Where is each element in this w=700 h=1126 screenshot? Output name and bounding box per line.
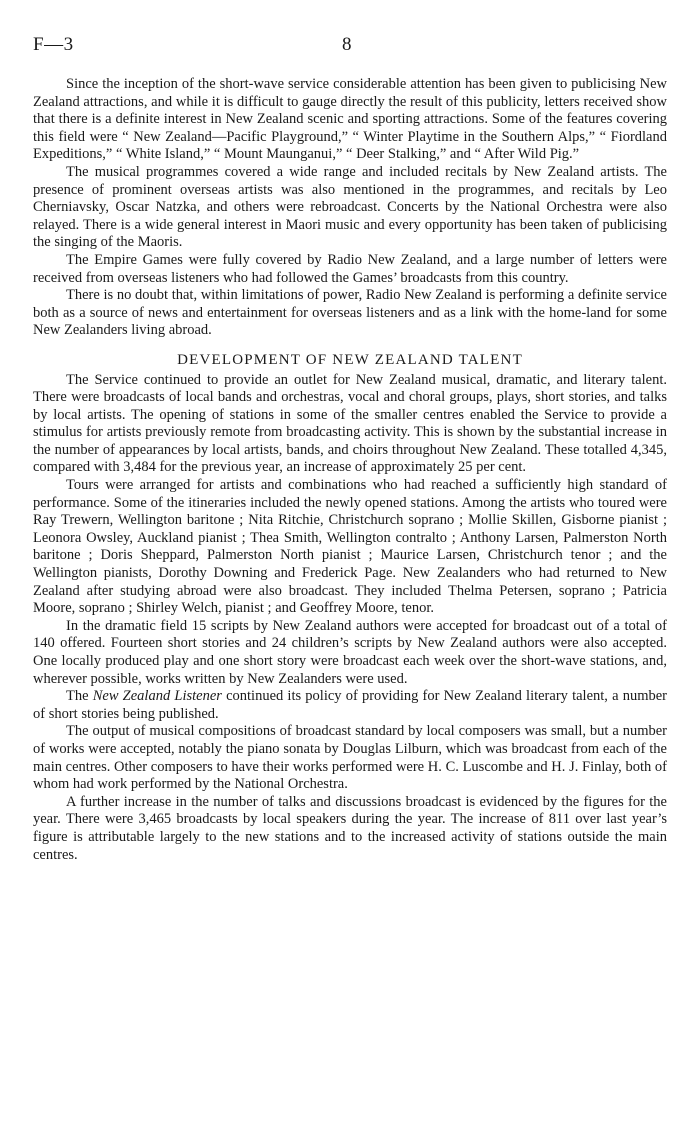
paragraph-compositions: The output of musical compositions of broadcast standard by local composers was small, but a number of works were accepted, notably the piano sonata by Douglas Lilburn, which was broadcast from each of the main centres. Other composers to have their works performed were H. C. Luscombe and H. J. Finlay, both of whom had work performed by the National Orchestra.	[33, 723, 667, 793]
paragraph-talent-outlet: The Service continued to provide an outlet for New Zealand musical, dramatic, and literary talent. There were broadcasts of local bands and orchestras, vocal and choral groups, plays, short stories, and talks by local artists. The opening of stations in some of the smaller centres enabled the Service to provide a stimulus for artists previously remote from broadcasting activity. This is shown by the substantial increase in the number of appearances by local artists, bands, and choirs throughout New Zealand. These totalled 4,345, compared with 3,484 for the previous year, an increase of approximately 25 per cent.	[33, 371, 667, 476]
paragraph-listener	[33, 688, 667, 723]
paragraph-publicity: Since the inception of the short-wave service considerable attention has been given to publicising New Zealand attractions, and while it is difficult to gauge directly the result of this publicity, letters received show that there is a definite interest in New Zealand scenic and sporting attractions. Some of the features covering this field were “ New Zealand—Pacific Playground,” “ Winter Playtime in the Southern Alps,” “ Fiordland Expeditions,” “ White Island,” “ Mount Maunganui,” “ Deer Stalking,” and “ After Wild Pig.”	[33, 76, 667, 163]
paragraph-empire-games: The Empire Games were fully covered by Radio New Zealand, and a large number of letters were received from overseas listeners who had followed the Games’ broadcasts from this country.	[33, 251, 667, 286]
page-number: 8	[342, 34, 352, 55]
page-reference: F—3	[33, 34, 74, 55]
paragraph-tours: Tours were arranged for artists and combinations who had reached a sufficiently high standard of performance. Some of the itineraries included the newly opened stations. Among the artists who toured were Ray Trewern, Wellington baritone ; Nita Ritchie, Christchurch soprano ; Mollie Skillen, Gisborne pianist ; Leonora Owsley, Auckland pianist ; Thea Smith, Wellington contralto ; Anthony Larsen, Palmerston North baritone ; Doris Sheppard, Palmerston North pianist ; Maurice Larsen, Christchurch tenor ; and the Wellington pianists, Dorothy Downing and Frederick Page. New Zealanders who had returned to New Zealand after studying abroad were also broadcast. They included Thelma Petersen, soprano ; Patricia Moore, soprano ; Shirley Welch, pianist ; and Geoffrey Moore, tenor.	[33, 477, 667, 617]
paragraph-service-value: There is no doubt that, within limitations of power, Radio New Zealand is performing a definite service both as a source of news and entertainment for overseas listeners and as a link with the home-land for some New Zealanders living abroad.	[33, 287, 667, 339]
listener-text-before: The	[66, 688, 93, 705]
section-heading: DEVELOPMENT OF NEW ZEALAND TALENT	[177, 351, 523, 368]
paragraph-dramatic-field: In the dramatic field 15 scripts by New Zealand authors were accepted for broadcast out of a total of 140 offered. Fourteen short stories and 24 children’s scripts by New Zealand authors were also accepted. One locally produced play and one short story were broadcast each week over the short-wave stations, and, wherever possible, works written by New Zealanders were used.	[33, 617, 667, 687]
listener-text-after: continued its policy of providing for New Zealand literary talent, a number of short stories being published.	[33, 688, 667, 722]
listener-title: New Zealand Listener	[92, 688, 222, 705]
paragraph-talks: A further increase in the number of talks and discussions broadcast is evidenced by the figures for the year. There were 3,465 broadcasts by local speakers during the year. The increase of 811 over last year’s figure is attributable largely to the new stations and to the increased activity of stations outside the main centres.	[33, 793, 667, 863]
body-text	[33, 76, 667, 864]
paragraph-musical-programmes: The musical programmes covered a wide range and included recitals by New Zealand artists. The presence of prominent overseas artists was also mentioned in the programmes, and recitals by Leo Cherniavsky, Oscar Natzka, and others were rebroadcast. Concerts by the National Orchestra were also relayed. There is a wide general interest in Maori music and every opportunity has been taken of publicising the singing of the Maoris.	[33, 163, 667, 251]
